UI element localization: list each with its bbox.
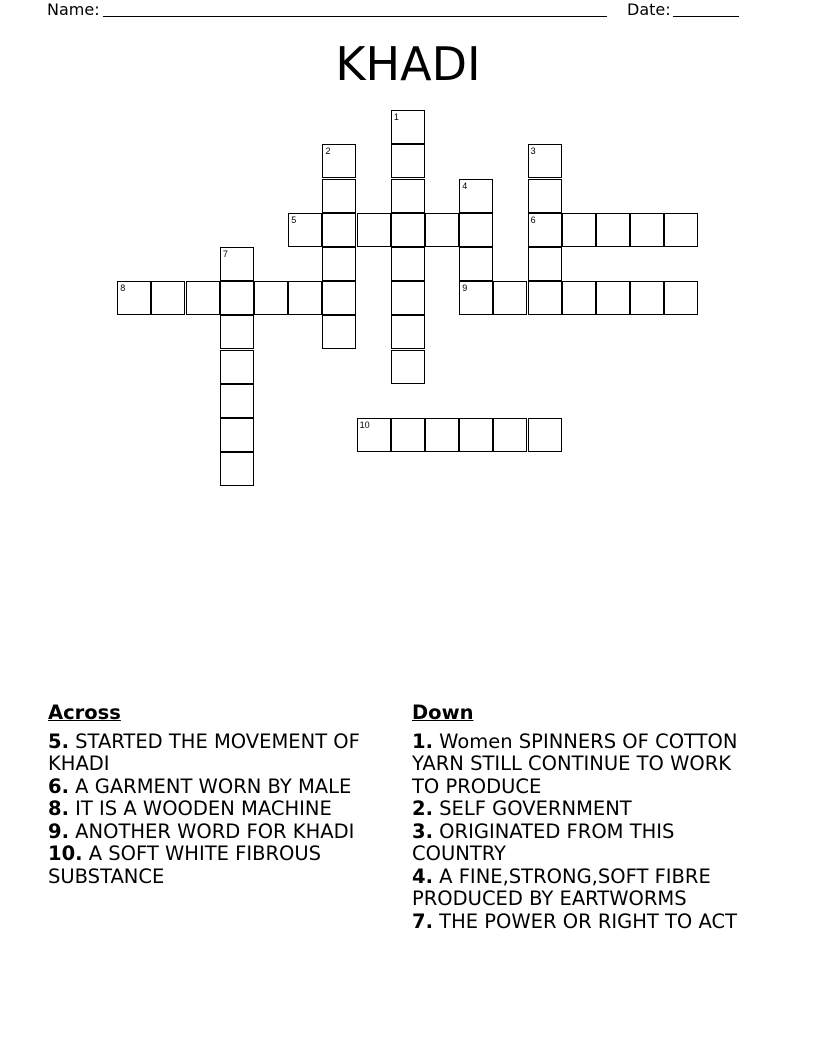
crossword-cell[interactable] (391, 247, 425, 281)
clue-number: 10. (48, 842, 83, 865)
clue-number: 6. (48, 774, 69, 798)
clue-text: A SOFT WHITE FIBROUS SUBSTANCE (48, 842, 322, 888)
clue-number: 3. (412, 819, 433, 843)
clue-number: 3 (530, 146, 536, 157)
date-label: Date: (627, 0, 671, 19)
crossword-cell[interactable] (391, 315, 425, 349)
crossword-cell[interactable] (220, 452, 254, 486)
crossword-cell[interactable] (459, 247, 493, 281)
crossword-cell[interactable] (459, 418, 493, 452)
worksheet-header (0, 0, 816, 22)
crossword-cell[interactable] (322, 315, 356, 349)
crossword-cell[interactable] (254, 281, 288, 315)
crossword-cell[interactable] (220, 350, 254, 384)
crossword-cell[interactable] (186, 281, 220, 315)
crossword-cell[interactable] (151, 281, 185, 315)
crossword-cell[interactable] (220, 247, 254, 281)
clue-number: 10 (359, 420, 370, 431)
crossword-cell[interactable] (322, 144, 356, 178)
crossword-cell[interactable] (425, 418, 459, 452)
crossword-cell[interactable] (391, 213, 425, 247)
down-clues (412, 702, 757, 933)
crossword-cell[interactable] (322, 179, 356, 213)
crossword-cell[interactable] (425, 213, 459, 247)
crossword-cell[interactable] (528, 281, 562, 315)
clue-number: 8 (120, 283, 126, 294)
clue-number: 2. (412, 797, 433, 820)
crossword-cell[interactable] (459, 281, 493, 315)
page-title: KHADI (335, 37, 481, 91)
crossword-cell[interactable] (630, 213, 664, 247)
name-label: Name: (47, 0, 100, 19)
crossword-cell[interactable] (596, 213, 630, 247)
crossword-cell[interactable] (357, 418, 391, 452)
crossword-cell[interactable] (664, 281, 698, 315)
crossword-cell[interactable] (288, 213, 322, 247)
crossword-cell[interactable] (528, 179, 562, 213)
crossword-cell[interactable] (528, 213, 562, 247)
crossword-cell[interactable] (459, 213, 493, 247)
crossword-cell[interactable] (220, 418, 254, 452)
clue-number: 1 (393, 112, 399, 123)
clue-text: Women SPINNERS OF COTTON YARN STILL CONTINUE TO WORK TO PRODUCE (412, 729, 738, 798)
clue-number: 9 (462, 283, 468, 294)
down-clue (412, 731, 757, 799)
across-clue (48, 731, 378, 776)
crossword-cell[interactable] (528, 247, 562, 281)
crossword-cell[interactable] (596, 281, 630, 315)
down-clue (412, 866, 757, 911)
clue-number: 7 (222, 249, 228, 260)
across-clue (48, 798, 378, 821)
clue-number: 9. (48, 819, 69, 843)
crossword-cell[interactable] (220, 384, 254, 418)
crossword-cell[interactable] (391, 350, 425, 384)
clue-text: SELF GOVERNMENT (432, 797, 632, 820)
clue-number: 4. (412, 864, 433, 888)
crossword-cell[interactable] (322, 281, 356, 315)
clue-number: 2 (325, 146, 331, 157)
crossword-cell[interactable] (391, 110, 425, 144)
across-clue (48, 821, 378, 844)
down-clue (412, 911, 757, 934)
crossword-cell[interactable] (562, 281, 596, 315)
crossword-cell[interactable] (391, 281, 425, 315)
crossword-cell[interactable] (391, 418, 425, 452)
down-clue (412, 798, 757, 821)
crossword-cell[interactable] (220, 315, 254, 349)
crossword-cell[interactable] (220, 281, 254, 315)
across-clues (48, 702, 378, 888)
crossword-cell[interactable] (391, 144, 425, 178)
clue-number: 8. (48, 797, 69, 820)
down-clue-list (412, 731, 757, 934)
crossword-cell[interactable] (322, 247, 356, 281)
crossword-cell[interactable] (459, 179, 493, 213)
down-heading: Down (412, 701, 474, 724)
clue-text: ANOTHER WORD FOR KHADI (68, 819, 355, 843)
date-field[interactable] (673, 16, 739, 17)
clue-number: 7. (412, 909, 433, 933)
clue-number: 4 (462, 180, 468, 191)
crossword-cell[interactable] (322, 213, 356, 247)
clue-text: A GARMENT WORN BY MALE (68, 774, 352, 798)
across-clue (48, 843, 378, 888)
clue-text: STARTED THE MOVEMENT OF KHADI (48, 729, 360, 775)
across-clue (48, 776, 378, 799)
crossword-cell[interactable] (630, 281, 664, 315)
clue-number: 6 (530, 214, 536, 225)
crossword-cell[interactable] (528, 144, 562, 178)
crossword-cell[interactable] (493, 281, 527, 315)
crossword-cell[interactable] (357, 213, 391, 247)
crossword-cell[interactable] (288, 281, 322, 315)
crossword-cell[interactable] (391, 179, 425, 213)
crossword-cell[interactable] (562, 213, 596, 247)
name-field[interactable] (103, 16, 607, 17)
clue-number: 5. (48, 729, 69, 753)
clue-text: THE POWER OR RIGHT TO ACT (432, 909, 737, 933)
crossword-cell[interactable] (117, 281, 151, 315)
clue-text: A FINE,STRONG,SOFT FIBRE PRODUCED BY EARTWORMS (412, 864, 711, 910)
clue-number: 5 (291, 214, 297, 225)
crossword-cell[interactable] (528, 418, 562, 452)
clue-text: ORIGINATED FROM THIS COUNTRY (412, 819, 675, 865)
crossword-cell[interactable] (664, 213, 698, 247)
across-heading: Across (48, 701, 121, 724)
crossword-cell[interactable] (493, 418, 527, 452)
clue-number: 1. (412, 729, 433, 753)
across-clue-list (48, 731, 378, 889)
clue-text: IT IS A WOODEN MACHINE (68, 797, 332, 820)
down-clue (412, 821, 757, 866)
